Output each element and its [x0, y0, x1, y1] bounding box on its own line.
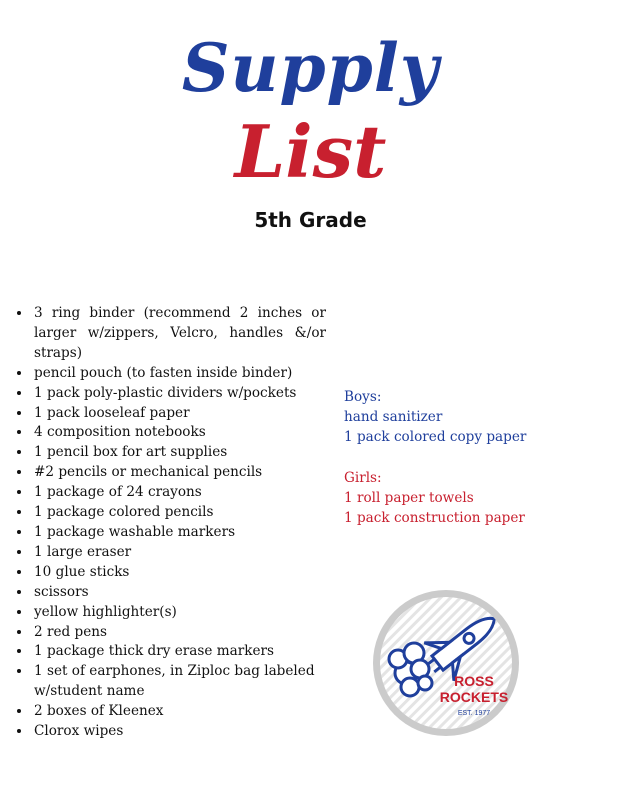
supply-item: • pencil pouch (to fasten inside binder)	[32, 364, 326, 384]
supply-item: • 1 pack poly-plastic dividers w/pockets	[32, 384, 326, 404]
supply-item: • 4 composition notebooks	[32, 423, 326, 443]
supply-item: • 1 pencil box for art supplies	[32, 443, 326, 463]
logo-text-est: EST. 1977	[457, 710, 491, 717]
girls-heading: Girls:	[344, 470, 382, 486]
supply-item: • 1 set of earphones, in Ziploc bag labeled w/student name	[32, 662, 326, 702]
supply-item: • yellow highlighter(s)	[32, 603, 326, 623]
supply-item: • 1 large eraser	[32, 543, 326, 563]
supply-item: • 2 red pens	[32, 623, 326, 643]
supply-item: • 2 boxes of Kleenex	[32, 702, 326, 722]
boys-heading: Boys:	[344, 389, 382, 405]
supply-item: • 1 package thick dry erase markers	[32, 642, 326, 662]
supply-item: • Clorox wipes	[32, 722, 326, 742]
supply-list	[14, 304, 326, 742]
logo-text-rockets: ROCKETS	[439, 689, 509, 705]
supply-item: • #2 pencils or mechanical pencils	[32, 463, 326, 483]
girls-section	[344, 468, 525, 528]
supply-item: • 1 package washable markers	[32, 523, 326, 543]
supply-item: • 3 ring binder (recommend 2 inches or larger w/zippers, Velcro, handles &/or straps)	[32, 304, 326, 364]
girls-item: 1 roll paper towels	[344, 490, 474, 506]
supply-item: • scissors	[32, 583, 326, 603]
boys-section	[344, 387, 526, 447]
supply-item: • 1 pack looseleaf paper	[32, 404, 326, 424]
grade-heading: 5th Grade	[254, 208, 367, 232]
supply-item: • 1 package colored pencils	[32, 503, 326, 523]
logo-text-ross: ROSS	[454, 673, 494, 689]
supply-item: • 1 package of 24 crayons	[32, 483, 326, 503]
ross-rockets-logo	[370, 587, 522, 739]
girls-item: 1 pack construction paper	[344, 510, 525, 526]
supply-item: • 10 glue sticks	[32, 563, 326, 583]
title-supply: Supply	[181, 29, 440, 107]
title-list: List	[234, 109, 387, 194]
boys-item: 1 pack colored copy paper	[344, 429, 527, 445]
boys-item: hand sanitizer	[344, 409, 443, 425]
